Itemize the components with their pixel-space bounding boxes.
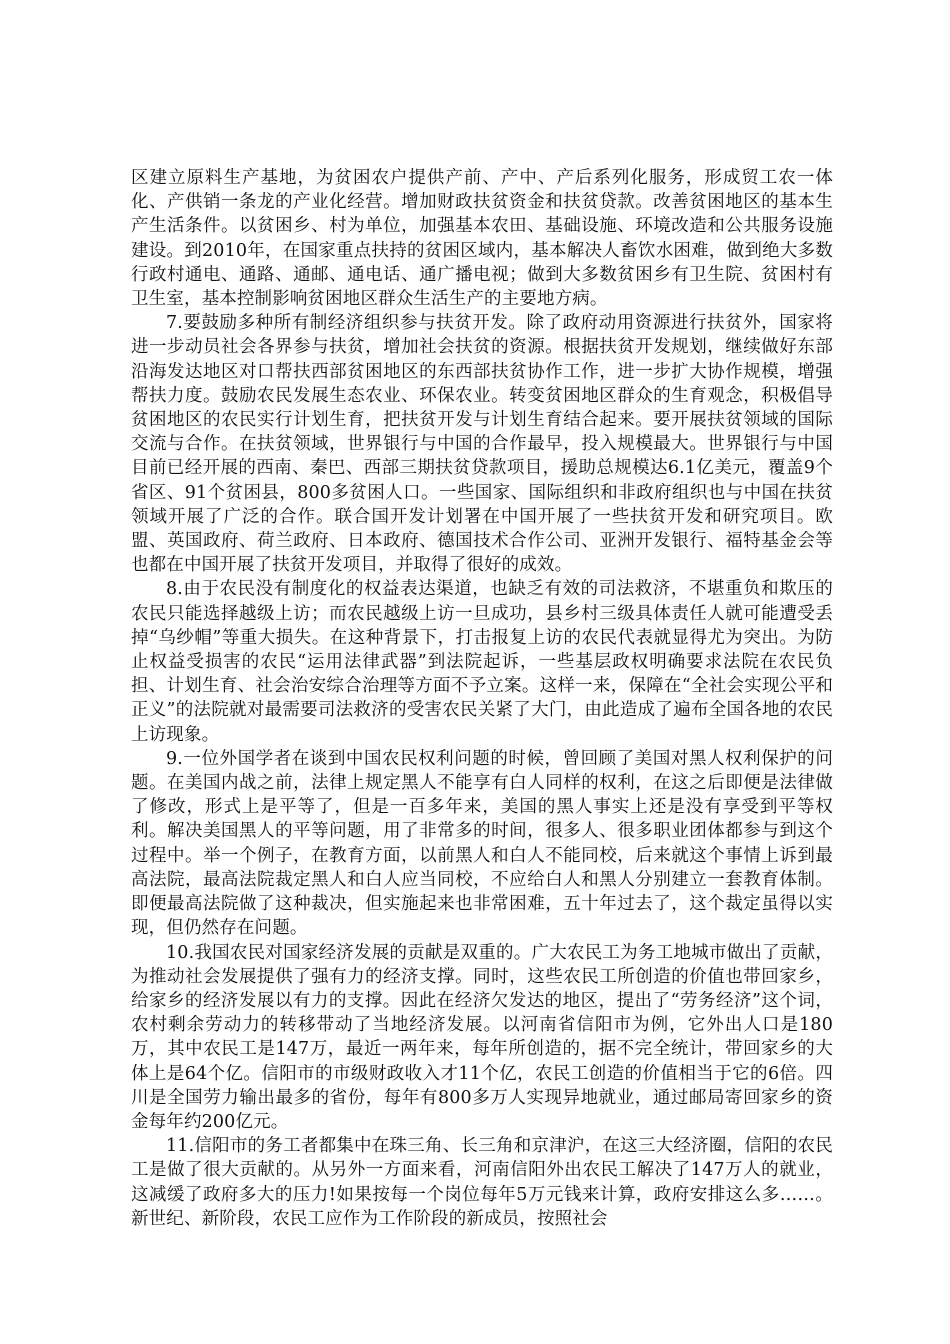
paragraph-7: 7.要鼓励多种所有制经济组织参与扶贫开发。除了政府动用资源进行扶贫外，国家将进一步动员社会各界参与扶贫，增加社会扶贫的资源。根据扶贫开发规划，继续做好东部沿海发达地区对口帮扶西部贫困地区的东西部扶贫协作工作，进一步扩大协作规模，增强帮扶力度。鼓励农民发展生态农业、环保农业。转变贫困地区群众的生育观念，积极倡导贫困地区的农民实行计划生育，把扶贫开发与计划生育结合起来。要开展扶贫领域的国际交流与合作。在扶贫领域，世界银行与中国的合作最早，投入规模最大。世界银行与中国目前已经开展的西南、秦巴、西部三期扶贫贷款项目，援助总规模达6.1亿美元，覆盖9个省区、91个贫困县，800多贫困人口。一些国家、国际组织和非政府组织也与中国在扶贫领域开展了广泛的合作。联合国开发计划署在中国开展了一些扶贫开发和研究项目。欧盟、英国政府、荷兰政府、日本政府、德国技术合作公司、亚洲开发银行、福特基金会等也都在中国开展了扶贫开发项目，并取得了很好的成效。 <box>131 313 833 576</box>
paragraph-0: 区建立原料生产基地，为贫困农户提供产前、产中、产后系列化服务，形成贸工农一体化、产供销一条龙的产业化经营。增加财政扶贫资金和扶贫贷款。改善贫困地区的基本生产生活条件。以贫困乡、村为单位，加强基本农田、基础设施、环境改造和公共服务设施建设。到2010年，在国家重点扶持的贫困区域内，基本解决人畜饮水困难，做到绝大多数行政村通电、通路、通邮、通电话、通广播电视；做到大多数贫困乡有卫生院、贫困村有卫生室，基本控制影响贫困地区群众生活生产的主要地方病。 <box>131 168 833 310</box>
paragraph-11: 11.信阳市的务工者都集中在珠三角、长三角和京津沪，在这三大经济圈，信阳的农民工是做了很大贡献的。从另外一方面来看，河南信阳外出农民工解决了147万人的就业，这减缓了政府多大的压力!如果按每一个岗位每年5万元钱来计算，政府安排这么多……。新世纪、新阶段，农民工应作为工作阶段的新成员，按照社会 <box>131 1136 833 1229</box>
paragraph-9: 9.一位外国学者在谈到中国农民权利问题的时候，曾回顾了美国对黑人权利保护的问题。在美国内战之前，法律上规定黑人不能享有白人同样的权利，在这之后即便是法律做了修改，形式上是平等了，但是一百多年来，美国的黑人事实上还是没有享受到平等权利。解决美国黑人的平等问题，用了非常多的时间，很多人、很多职业团体都参与到这个过程中。举一个例子，在教育方面，以前黑人和白人不能同校，后来就这个事情上诉到最高法院，最高法院裁定黑人和白人应当同校，不应给白人和黑人分别建立一套教育体制。即便最高法院做了这种裁决，但实施起来也非常困难，五十年过去了，这个裁定虽得以实现，但仍然存在问题。 <box>131 748 833 939</box>
paragraph-8: 8.由于农民没有制度化的权益表达渠道，也缺乏有效的司法救济，不堪重负和欺压的农民只能选择越级上访；而农民越级上访一旦成功，县乡村三级具体责任人就可能遭受丢掉“乌纱帽”等重大损失。在这种背景下，打击报复上访的农民代表就显得尤为突出。为防止权益受损害的农民“运用法律武器”到法院起诉，一些基层政权明确要求法院在农民负担、计划生育、社会治安综合治理等方面不予立案。这样一来，保障在“全社会实现公平和正义”的法院就对最需要司法救济的受害农民关紧了大门，由此造成了遍布全国各地的农民上访现象。 <box>131 579 833 745</box>
document-page <box>131 166 833 1231</box>
paragraph-10: 10.我国农民对国家经济发展的贡献是双重的。广大农民工为务工地城市做出了贡献，为推动社会发展提供了强有力的经济支撑。同时，这些农民工所创造的价值也带回家乡，给家乡的经济发展以有力的支撑。因此在经济欠发达的地区，提出了“劳务经济”这个词，农村剩余劳动力的转移带动了当地经济发展。以河南省信阳市为例，它外出人口是180万，其中农民工是147万，最近一两年来，每年所创造的，据不完全统计，带回家乡的大体上是64个亿。信阳市的市级财政收入才11个亿，农民工创造的价值相当于它的6倍。四川是全国劳力输出最多的省份，每年有800多万人实现异地就业，通过邮局寄回家乡的资金每年约200亿元。 <box>131 942 833 1132</box>
